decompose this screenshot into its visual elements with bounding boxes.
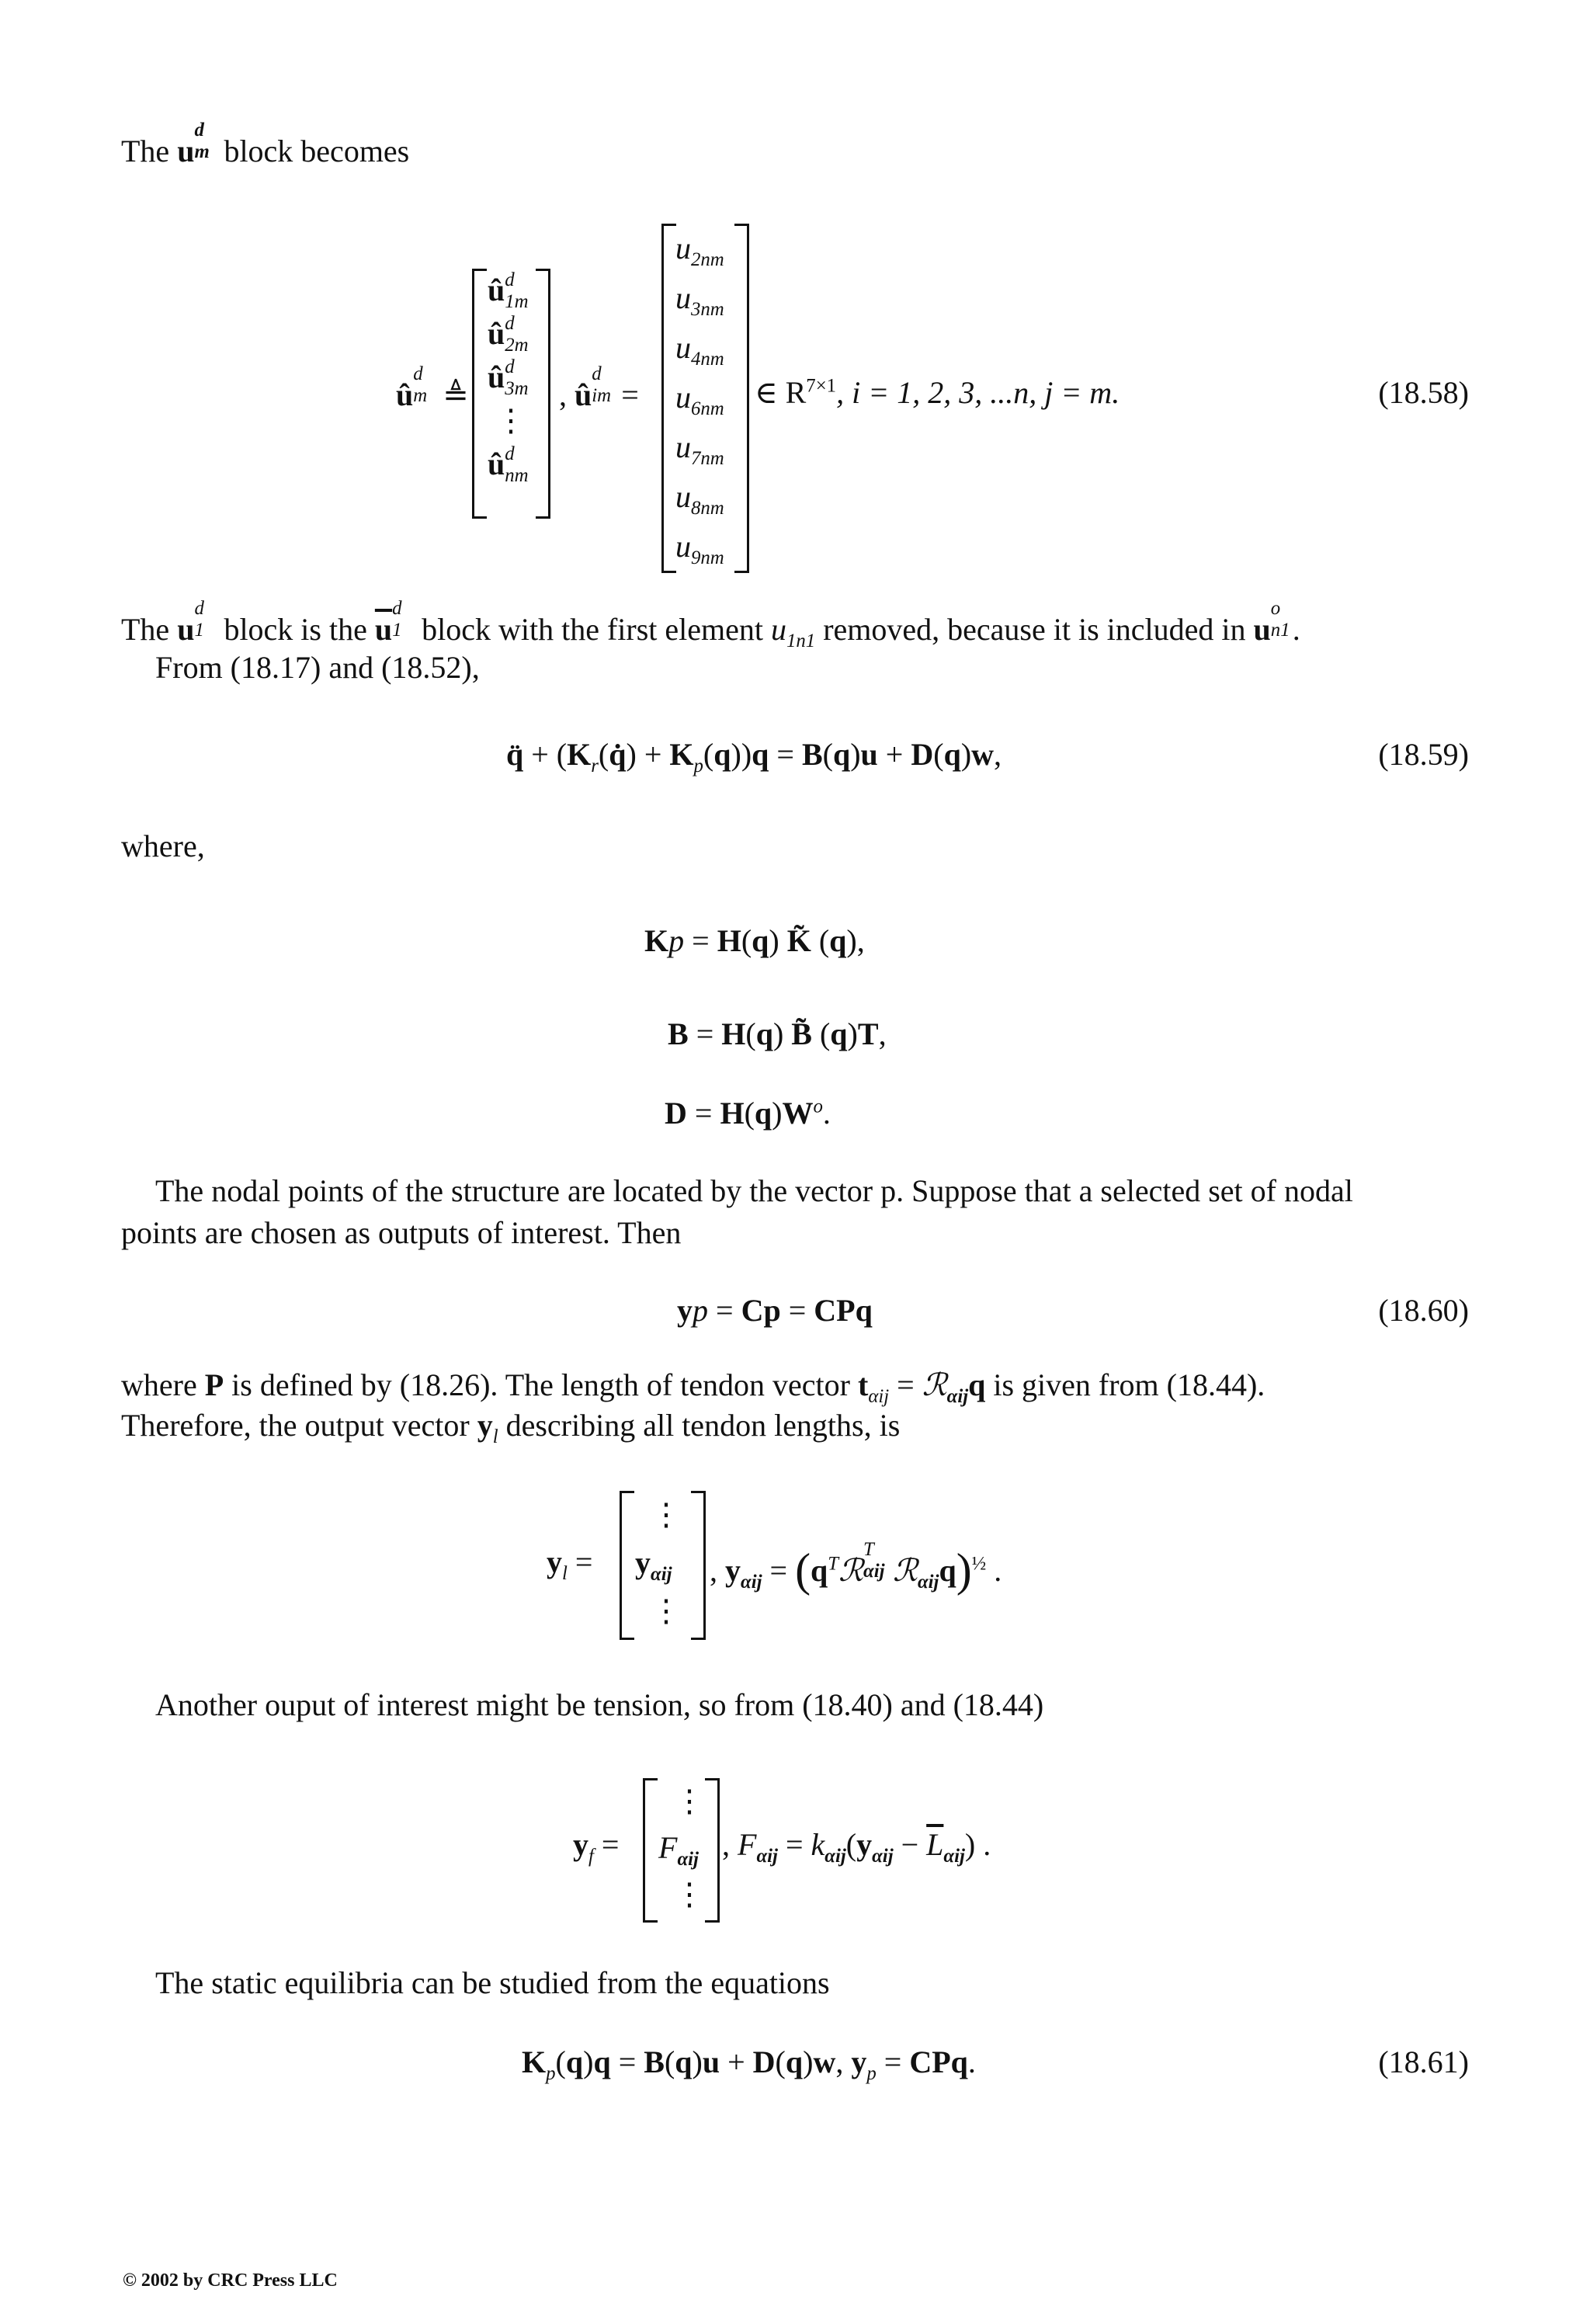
equation-18-59: q̈ + $(K_r(q̇) + K_p(q))q = B(q)u + D(q)w$, [506,737,1002,776]
equation-18-60: yp = Cp = CPq [677,1293,873,1328]
para1-post: block becomes [224,134,410,168]
u-m-d-symbol: u d m [177,120,210,168]
yl-bracket-left [620,1491,634,1640]
where-label: where, [121,829,205,863]
eq60-number: (18.60) [1378,1293,1469,1328]
eq58-col1: û d 1m û d 2m û d 3m ⋮ û d nm [488,269,529,486]
eq58-bracket-right-1 [536,269,550,519]
eq58-col2: $u_{2nm}$ $u_{3nm}$ $u_{4nm}$ $u_{6nm}$ $u_{7nm}$ $u_{8nm}$ $u_{9nm}$ [675,231,724,568]
eq58-bracket-left-2 [661,224,676,573]
yf-bracket-left [643,1778,658,1923]
def-kp: Kp = H(q) K̃ (q), [644,923,865,958]
eq59-number: (18.59) [1378,737,1469,772]
para4-line2: Therefore, the output vector $y_l$ describing all tendon lengths, is [121,1408,901,1447]
eq58-bracket-left-1 [472,269,487,519]
para4-line1: where P is defined by (18.26). The length of tendon vector $t_{\alpha ij}$ = ℛ$_{\alpha ij}$q is given from (18.44). [121,1367,1265,1407]
def-b: B = H(q) B̃ (q)T, [668,1016,887,1051]
para2-line2: From (18.17) and (18.52), [155,650,480,685]
para1-pre: The [121,134,170,168]
equation-18-61: $K_p(q)q = B(q)u + D(q)w$, $y_p$ = CPq. [522,2044,976,2084]
para1-line [121,120,410,169]
para6: The static equilibria can be studied from the equations [155,1965,830,2000]
para3-line2: points are chosen as outputs of interest. Then [121,1215,682,1250]
copyright-footer: © 2002 by CRC Press LLC [123,2270,338,2291]
eq58-domain: ∈ $R^{7\times 1}$, i = 1, 2, 3, ...n, j = m. [755,375,1120,410]
eq58-lhs: û d m ≜ [396,363,469,412]
para5: Another ouput of interest might be tension, so from (18.40) and (18.44) [155,1687,1044,1722]
para2-line1: The u d 1 block is the $\overline{u}$ d 1 block with the first element $u_{1n1}$ removed, because it is included in u o n1 . [121,598,1300,651]
yf-bracket-right [705,1778,720,1923]
eq58-number: (18.58) [1378,375,1469,410]
para3-line1: The nodal points of the structure are located by the vector p. Suppose that a selected set of nodal [155,1173,1353,1208]
eq58-bracket-right-2 [734,224,749,573]
eq58-mid: , û d im = [559,363,639,412]
eq61-number: (18.61) [1378,2044,1469,2079]
yl-bracket-right [691,1491,706,1640]
def-d: $D = H(q)W^o$. [665,1096,831,1131]
